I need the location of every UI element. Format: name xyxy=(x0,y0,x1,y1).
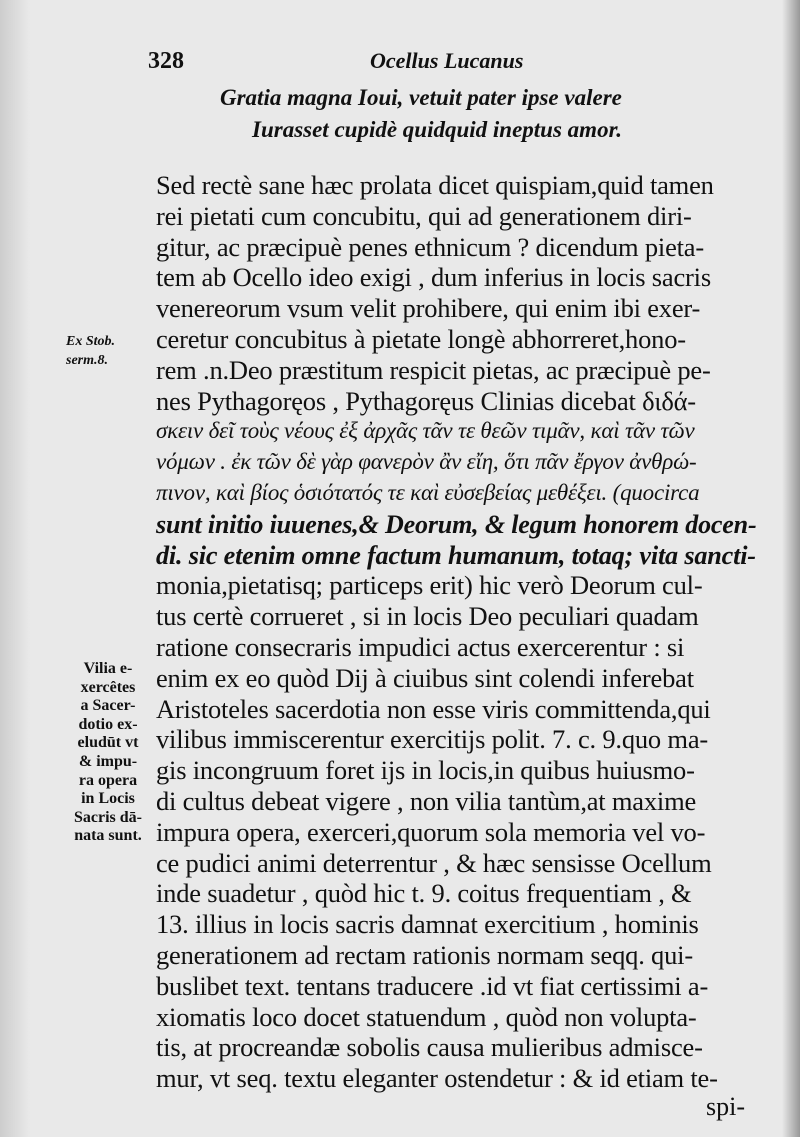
margin-note-line: ra opera xyxy=(78,771,138,789)
text-line: di. sic etenim omne factum humanum, totaq; vita sancti- xyxy=(156,539,756,570)
verse-line: Gratia magna Ioui, vetuit pater ipse valere xyxy=(220,85,622,110)
text-line: generationem ad rectam rationis normam seqq. qui- xyxy=(156,939,693,970)
text-line: sunt initio iuuenes,& Deorum, & legum honorem docen- xyxy=(156,508,757,539)
verse-line: Iurasset cupidè quidquid ineptus amor. xyxy=(252,117,622,142)
text-line: enim ex eo quòd Dij à ciuibus sint colendi inferebat xyxy=(156,662,694,693)
text-line: ce pudici animi deterrentur , & hæc sensisse Ocellum xyxy=(156,847,712,878)
text-line: tis, at procreandæ sobolis causa mulieribus admisce- xyxy=(156,1032,703,1063)
side-reference-line: serm.8. xyxy=(66,353,108,368)
text-line: tem ab Ocello ideo exigi , dum inferius in locis sacris xyxy=(156,262,711,293)
margin-note-line: Vilia e- xyxy=(83,660,133,677)
text-line: xiomatis loco docet statuendum , quòd non volupta- xyxy=(156,1001,697,1032)
text-line: gitur, ac præcipuè penes ethnicum ? dicendum pieta- xyxy=(156,231,704,262)
text-line: nes Pythagoręos , Pythagoręus Clinias dicebat διδά- xyxy=(156,385,696,416)
running-title: Ocellus Lucanus xyxy=(370,48,524,73)
text-line: rem .n.Deo præstitum respicit pietas, ac præcipuè pe- xyxy=(156,354,711,385)
text-line: πινον, καὶ βίος ὁσιότατός τε καὶ εὐσεβείας μεθέξει. (quocirca xyxy=(156,479,700,505)
text-line: buslibet text. tentans traducere .id vt fiat certissimi a- xyxy=(156,970,709,1001)
page-header xyxy=(0,48,800,78)
margin-note-line: Sacris dā- xyxy=(74,808,142,826)
page-number: 328 xyxy=(148,48,184,74)
text-line: 13. illius in locis sacris damnat exercitium , hominis xyxy=(156,909,699,940)
text-line: impura opera, exerceri,quorum sola memoria vel vo- xyxy=(156,816,706,847)
margin-note-line: xercêtes xyxy=(80,678,136,696)
catchword: spi- xyxy=(706,1092,745,1121)
margin-note-line: eludūt vt xyxy=(77,734,139,752)
text-line: di cultus debeat vigere , non vilia tantùm,at maxime xyxy=(156,785,697,816)
margin-note-line: nata sunt. xyxy=(74,827,142,845)
text-line: νόμων . ἐκ τῶν δὲ γὰρ φανερὸν ἂν εἴη, ὅτι πᾶν ἔργον ἀνθρώ- xyxy=(156,449,697,475)
side-reference-line: Ex Stob. xyxy=(66,334,116,349)
side-reference xyxy=(66,332,152,370)
text-line: gis incongruum foret ijs in locis,in quibus huiusmo- xyxy=(156,755,695,786)
margin-note-line: in Locis xyxy=(81,790,135,808)
text-line: σκειν δεῖ τοὺς νέους ἐξ ἀρχᾶς τᾶν τε θεῶν τιμᾶν, καὶ τᾶν τῶν xyxy=(156,418,695,444)
text-line: rei pietati cum concubitu, qui ad generationem diri- xyxy=(156,200,692,231)
gutter-shadow xyxy=(0,0,30,1137)
text-line: ratione consecraris impudici actus exercerentur : si xyxy=(156,631,685,662)
text-line: Sed rectè sane hæc prolata dicet quispiam,quid tamen xyxy=(156,170,714,200)
margin-note-line: a Sacer- xyxy=(80,697,136,715)
text-line: monia,pietatisq; particeps erit) hic verò Deorum cul- xyxy=(156,570,703,601)
margin-note xyxy=(62,660,154,846)
text-line: ceretur concubitus à pietate longè abhorreret,hono- xyxy=(156,323,686,354)
text-line: vilibus immiscerentur exercitijs polit. 7. c. 9.quo ma- xyxy=(156,724,709,755)
body-text xyxy=(156,170,756,1094)
text-line: tus certè corrueret , si in locis Deo peculiari quadam xyxy=(156,601,699,632)
text-line: mur, vt seq. textu eleganter ostendetur : & id etiam te- xyxy=(156,1063,718,1094)
margin-note-line: dotio ex- xyxy=(78,715,138,733)
text-line: inde suadetur , quòd hic t. 9. coitus frequentiam , & xyxy=(156,878,692,909)
text-line: Aristoteles sacerdotia non esse viris committenda,qui xyxy=(156,693,711,724)
verse-quotation xyxy=(220,82,780,146)
margin-note-line: & impu- xyxy=(78,752,138,770)
text-line: venereorum vsum velit prohibere, qui enim ibi exer- xyxy=(156,293,701,324)
page-edge-shadow xyxy=(782,0,800,1137)
